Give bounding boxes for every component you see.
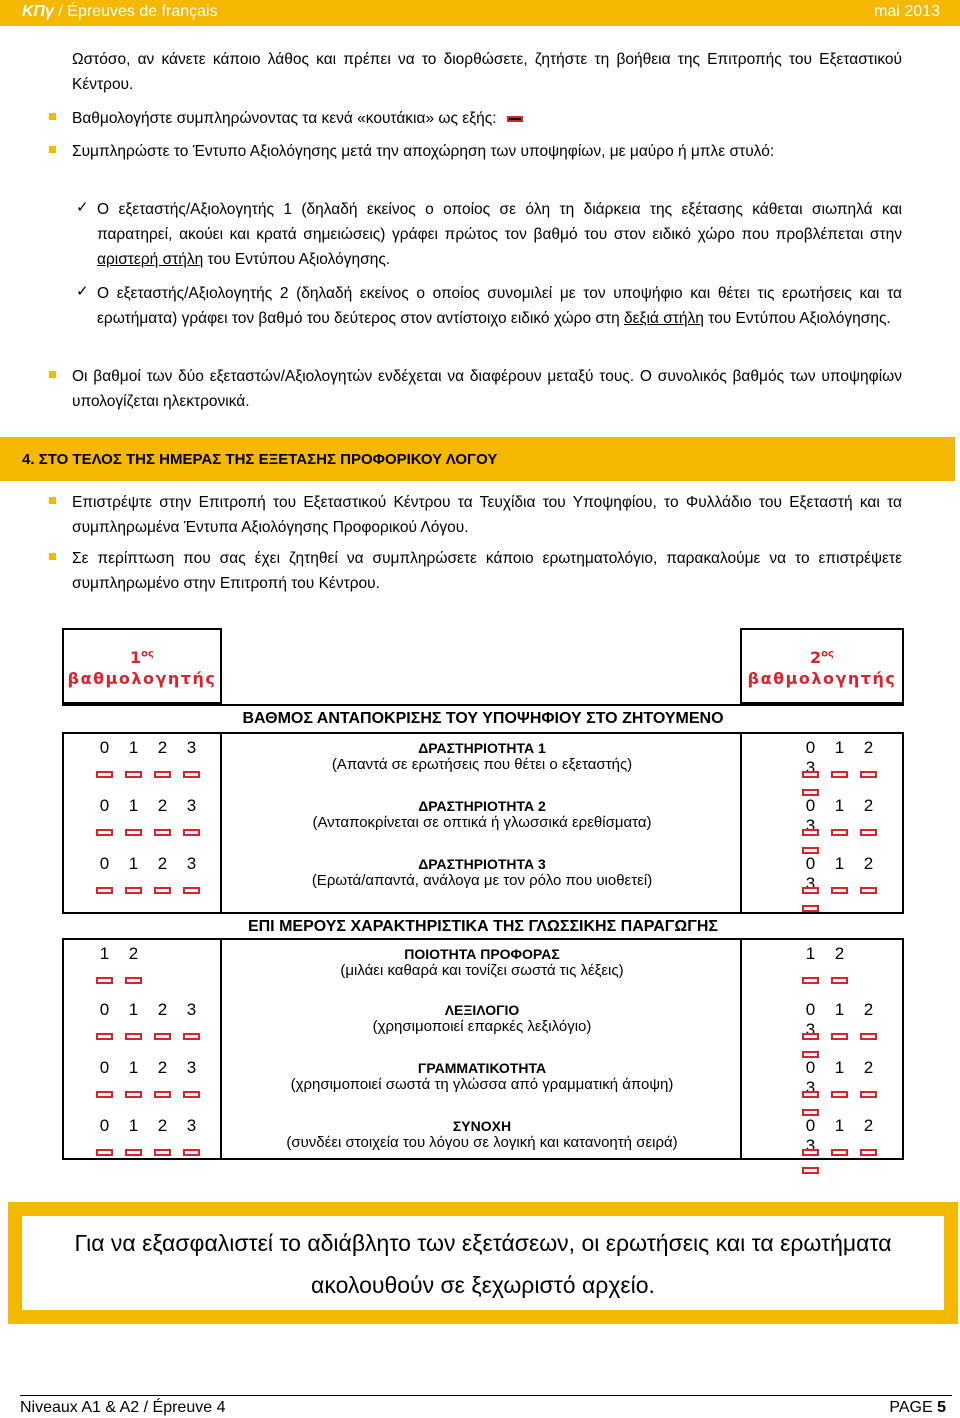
- criterion-title: ΔΡΑΣΤΗΡΙΟΤΗΤΑ 1: [418, 740, 546, 756]
- scale-value: 2: [157, 1116, 168, 1135]
- section-heading-bar: [0, 437, 955, 481]
- section-number: 4.: [22, 451, 39, 468]
- section-title-text: ΣΤΟ ΤΕΛΟΣ ΤΗΣ ΗΜΕΡΑΣ ΤΗΣ ΕΞΕΤΑΣΗΣ ΠΡΟΦΟΡΙΚΟΥ ΛΟΓΟΥ: [38, 451, 498, 468]
- bullet-marker: [49, 146, 56, 153]
- page-label: PAGE: [889, 1399, 938, 1416]
- scorer1-scale: [90, 796, 206, 816]
- criterion: [222, 856, 742, 889]
- scorer1-scale: [90, 1058, 206, 1078]
- criterion-title: ΔΡΑΣΤΗΡΙΟΤΗΤΑ 2: [418, 798, 546, 814]
- right-column-text: δεξιά στήλη: [624, 310, 704, 327]
- scale-value: 0: [99, 1116, 110, 1135]
- score-checkbox[interactable]: [154, 1033, 171, 1040]
- score-checkbox[interactable]: [802, 789, 819, 796]
- scale-value: 2: [863, 1058, 874, 1077]
- scale-value: 0: [805, 796, 816, 815]
- response-banner: ΒΑΘΜΟΣ ΑΝΤΑΠΟΚΡΙΣΗΣ ΤΟΥ ΥΠΟΨΗΦΙΟΥ ΣΤΟ ΖΗΤΟΥΜΕΝΟ: [62, 706, 904, 734]
- bullet-marker: [49, 113, 56, 120]
- score-checkbox[interactable]: [96, 771, 113, 778]
- scorer1-score-boxes: [90, 1143, 206, 1161]
- scale-value: 2: [863, 1000, 874, 1019]
- scale-value: 2: [863, 738, 874, 757]
- score-checkbox[interactable]: [802, 1033, 819, 1040]
- score-checkbox[interactable]: [802, 1109, 819, 1116]
- footer-level: Niveaux A1 & A2 / Épreuve 4: [20, 1399, 226, 1416]
- checkmark-icon: ✓: [76, 282, 89, 300]
- intro-paragraph: Ωστόσο, αν κάνετε κάποιο λάθος και πρέπει να το διορθώσετε, ζητήστε τη βοήθεια της Επιτροπής του Εξεταστικού Κέντρου.: [72, 51, 902, 93]
- left-column-text: αριστερή στήλη: [97, 251, 204, 268]
- notice-text: Για να εξασφαλιστεί το αδιάβλητο των εξετάσεων, οι ερωτήσεις και τα ερωτήματα ακολουθούν σε ξεχωριστό αρχείο.: [22, 1216, 944, 1310]
- scale-value: 1: [834, 1000, 845, 1019]
- score-checkbox[interactable]: [96, 977, 113, 984]
- scale-value: 0: [805, 738, 816, 757]
- score-checkbox[interactable]: [125, 887, 142, 894]
- criterion-title: ΔΡΑΣΤΗΡΙΟΤΗΤΑ 3: [418, 856, 546, 872]
- score-checkbox[interactable]: [860, 1033, 877, 1040]
- examiner2-instruction: [97, 281, 902, 331]
- scale-value: 2: [863, 854, 874, 873]
- header-title: [22, 3, 218, 21]
- scorer1-scale: [90, 944, 148, 964]
- examiner2-text-end: του Εντύπου Αξιολόγησης.: [703, 310, 891, 327]
- scale-value: 1: [834, 796, 845, 815]
- scale-value: 0: [99, 1058, 110, 1077]
- score-checkbox[interactable]: [831, 829, 848, 836]
- scorer1-score-boxes: [90, 765, 206, 783]
- scorer1-num: 1: [130, 648, 142, 667]
- notice-box: [8, 1202, 958, 1324]
- scorer2-score-boxes: [796, 1143, 904, 1179]
- examiner1-instruction: [97, 197, 902, 272]
- score-checkbox[interactable]: [125, 1149, 142, 1156]
- scale-value: 1: [128, 1000, 139, 1019]
- scorer1-label: βαθμολογητής: [67, 669, 217, 688]
- scorer2-number: [742, 648, 902, 667]
- score-checkbox[interactable]: [831, 1149, 848, 1156]
- criterion-description: (Ανταποκρίνεται σε οπτικά ή γλωσσικά ερεθίσματα): [312, 814, 652, 831]
- scale-value: 3: [805, 874, 816, 893]
- scale-value: 0: [805, 1000, 816, 1019]
- score-checkbox[interactable]: [802, 829, 819, 836]
- scale-value: 1: [128, 1116, 139, 1135]
- section-title: [22, 451, 497, 468]
- score-checkbox[interactable]: [154, 1149, 171, 1156]
- grades-note: Οι βαθμοί των δύο εξεταστών/Αξιολογητών ενδέχεται να διαφέρουν μεταξύ τους. Ο συνολικός βαθμός των υποψηφίων υπολογίζεται ηλεκτρονικά.: [72, 368, 902, 410]
- score-checkbox[interactable]: [154, 771, 171, 778]
- score-checkbox[interactable]: [125, 771, 142, 778]
- scale-value: 3: [186, 1000, 197, 1019]
- scale-value: 1: [805, 944, 816, 963]
- score-checkbox[interactable]: [96, 1149, 113, 1156]
- scale-value: 2: [157, 738, 168, 757]
- score-checkbox[interactable]: [154, 1091, 171, 1098]
- score-checkbox[interactable]: [802, 1149, 819, 1156]
- score-checkbox[interactable]: [831, 1091, 848, 1098]
- criterion-description: (Ερωτά/απαντά, ανάλογα με τον ρόλο που υιοθετεί): [311, 872, 653, 889]
- examiner1-text-end: του Εντύπου Αξιολόγησης.: [203, 251, 391, 268]
- score-checkbox[interactable]: [96, 829, 113, 836]
- scale-value: 1: [99, 944, 110, 963]
- scale-value: 3: [805, 758, 816, 777]
- score-checkbox[interactable]: [125, 977, 142, 984]
- scale-value: 0: [99, 1000, 110, 1019]
- scale-value: 2: [834, 944, 845, 963]
- features-banner: ΕΠΙ ΜΕΡΟΥΣ ΧΑΡΑΚΤΗΡΙΣΤΙΚΑ ΤΗΣ ΓΛΩΣΣΙΚΗΣ ΠΑΡΑΓΩΓΗΣ: [62, 912, 904, 940]
- scale-value: 3: [186, 738, 197, 757]
- score-checkbox[interactable]: [183, 887, 200, 894]
- score-checkbox[interactable]: [96, 887, 113, 894]
- header-brand: ΚΠγ: [22, 3, 54, 20]
- criterion-title: ΛΕΞΙΛΟΓΙΟ: [444, 1002, 520, 1018]
- scorer2-sup: ος: [821, 648, 834, 660]
- scale-value: 3: [186, 1116, 197, 1135]
- score-checkbox[interactable]: [802, 1167, 819, 1174]
- bullet-marker: [49, 553, 56, 560]
- criterion-description: (χρησιμοποιεί επαρκές λεξιλόγιο): [372, 1018, 592, 1035]
- scale-value: 3: [186, 854, 197, 873]
- score-checkbox[interactable]: [183, 1033, 200, 1040]
- score-checkbox[interactable]: [831, 887, 848, 894]
- bullet-marker: [49, 497, 56, 504]
- footer-page: [889, 1399, 946, 1417]
- questionnaire-note: Σε περίπτωση που σας έχει ζητηθεί να συμπληρώσετε κάποιο ερωτηματολόγιο, παρακαλούμε να το επιστρέψετε συμπληρωμένο στην Επιτροπή του Κέντρου.: [72, 550, 902, 592]
- scorer1-number: [64, 648, 220, 667]
- scale-value: 2: [863, 796, 874, 815]
- scale-value: 3: [186, 796, 197, 815]
- criterion-title: ΠΟΙΟΤΗΤΑ ΠΡΟΦΟΡΑΣ: [404, 946, 560, 962]
- scale-value: 1: [834, 738, 845, 757]
- score-checkbox[interactable]: [831, 1033, 848, 1040]
- score-checkbox[interactable]: [802, 1051, 819, 1058]
- scorer1-score-boxes: [90, 881, 206, 899]
- scale-value: 0: [805, 854, 816, 873]
- score-checkbox[interactable]: [154, 887, 171, 894]
- checkmark-icon: ✓: [76, 198, 89, 216]
- scale-value: 2: [157, 854, 168, 873]
- scorer1-sup: ος: [141, 648, 154, 660]
- score-checkbox[interactable]: [183, 771, 200, 778]
- score-checkbox[interactable]: [183, 829, 200, 836]
- criterion: [222, 740, 742, 773]
- scorer2-score-boxes: [796, 971, 854, 989]
- score-checkbox[interactable]: [860, 1091, 877, 1098]
- scale-value: 0: [99, 854, 110, 873]
- scale-value: 1: [128, 1058, 139, 1077]
- criterion-title: ΓΡΑΜΜΑΤΙΚΟΤΗΤΑ: [417, 1060, 547, 1076]
- score-checkbox[interactable]: [96, 1033, 113, 1040]
- scorer2-label: βαθμολογητής: [747, 669, 897, 688]
- criterion-description: (μιλάει καθαρά και τονίζει σωστά τις λέξεις): [340, 962, 624, 979]
- scorer1-score-boxes: [90, 1085, 206, 1103]
- scale-value: 3: [805, 1078, 816, 1097]
- score-checkbox[interactable]: [802, 847, 819, 854]
- criterion-description: (συνδέει στοιχεία του λόγου σε λογική και κατανοητή σειρά): [286, 1134, 678, 1151]
- filled-box-example-icon: [507, 116, 523, 122]
- page-header: [0, 0, 960, 26]
- scorer1-score-boxes: [90, 1027, 206, 1045]
- scorer1-box: [62, 628, 222, 704]
- scorer2-box: [740, 628, 904, 704]
- scale-value: 2: [157, 1000, 168, 1019]
- scorer1-scale: [90, 1000, 206, 1020]
- score-checkbox[interactable]: [831, 977, 848, 984]
- scale-value: 3: [805, 816, 816, 835]
- scale-value: 2: [157, 796, 168, 815]
- scorer2-scale: [796, 944, 854, 964]
- score-checkbox[interactable]: [860, 1149, 877, 1156]
- criterion-description: (Απαντά σε ερωτήσεις που θέτει ο εξεταστής): [331, 756, 633, 773]
- evaluation-form: [62, 628, 904, 1160]
- scale-value: 0: [805, 1116, 816, 1135]
- score-checkbox[interactable]: [125, 829, 142, 836]
- footer-divider: [20, 1395, 952, 1396]
- score-checkbox[interactable]: [154, 829, 171, 836]
- scorer1-scale: [90, 1116, 206, 1136]
- scale-value: 1: [834, 1058, 845, 1077]
- scorer2-score-boxes: [796, 881, 904, 917]
- instruction-fill-form: Συμπληρώστε το Έντυπο Αξιολόγησης μετά την αποχώρηση των υποψηφίων, με μαύρο ή μπλε στυλό:: [72, 143, 775, 160]
- criterion: [222, 946, 742, 979]
- score-checkbox[interactable]: [125, 1033, 142, 1040]
- criterion: [222, 1060, 742, 1093]
- score-checkbox[interactable]: [860, 771, 877, 778]
- examiner2-text: Ο εξεταστής/Αξιολογητής 2 (δηλαδή εκείνος ο οποίος συνομιλεί με τον υποψήφιο και θέτει τις ερωτήσεις και τα ερωτήματα) γράφει τον βαθμό του δεύτερος στον αντίστοιχο ειδικό χώρο στη: [97, 285, 902, 327]
- criterion: [222, 1002, 742, 1035]
- scale-value: 0: [99, 738, 110, 757]
- score-checkbox[interactable]: [802, 771, 819, 778]
- examiner1-text: Ο εξεταστής/Αξιολογητής 1 (δηλαδή εκείνος ο οποίος σε όλη τη διάρκεια της εξέτασης κάθεται σιωπηλά και παρατηρεί, ακούει και κρατά σημειώσεις) γράφει πρώτος τον βαθμό του στον ειδικό χώρο που προβλέπεται στην: [97, 201, 902, 243]
- criterion-description: (χρησιμοποιεί σωστά τη γλώσσα από γραμματική άποψη): [290, 1076, 674, 1093]
- criterion: [222, 798, 742, 831]
- criterion: [222, 1118, 742, 1151]
- bullet-marker: [49, 371, 56, 378]
- scale-value: 0: [99, 796, 110, 815]
- score-checkbox[interactable]: [802, 977, 819, 984]
- scale-value: 3: [186, 1058, 197, 1077]
- scale-value: 1: [128, 796, 139, 815]
- score-checkbox[interactable]: [802, 905, 819, 912]
- header-subtitle: / Épreuves de français: [53, 3, 218, 20]
- score-checkbox[interactable]: [183, 1149, 200, 1156]
- scale-value: 1: [834, 854, 845, 873]
- instruction-fill-boxes: [72, 106, 902, 131]
- score-checkbox[interactable]: [96, 1091, 113, 1098]
- page-number: 5: [937, 1399, 946, 1416]
- scale-value: 3: [805, 1020, 816, 1039]
- criterion-title: ΣΥΝΟΧΗ: [452, 1118, 512, 1134]
- score-checkbox[interactable]: [802, 1091, 819, 1098]
- scale-value: 1: [128, 738, 139, 757]
- instruction-text: Βαθμολογήστε συμπληρώνοντας τα κενά «κουτάκια» ως εξής:: [72, 110, 497, 127]
- scale-value: 0: [805, 1058, 816, 1077]
- scorer1-scale: [90, 854, 206, 874]
- score-checkbox[interactable]: [831, 771, 848, 778]
- scorer1-scale: [90, 738, 206, 758]
- score-checkbox[interactable]: [860, 829, 877, 836]
- scale-value: 1: [128, 854, 139, 873]
- score-checkbox[interactable]: [183, 1091, 200, 1098]
- scale-value: 1: [834, 1116, 845, 1135]
- scale-value: 2: [128, 944, 139, 963]
- score-checkbox[interactable]: [125, 1091, 142, 1098]
- scorer2-num: 2: [810, 648, 822, 667]
- scale-value: 2: [157, 1058, 168, 1077]
- score-checkbox[interactable]: [802, 887, 819, 894]
- scale-value: 2: [863, 1116, 874, 1135]
- score-checkbox[interactable]: [860, 887, 877, 894]
- scorer1-score-boxes: [90, 823, 206, 841]
- return-materials-note: Επιστρέψτε στην Επιτροπή του Εξεταστικού Κέντρου τα Τευχίδια του Υποψηφίου, το Φυλλάδιο του Εξεταστή και τα συμπληρωμένα Έντυπα Αξιολόγησης Προφορικού Λόγου.: [72, 494, 902, 536]
- scorer1-score-boxes: [90, 971, 148, 989]
- scale-value: 3: [805, 1136, 816, 1155]
- header-date: mai 2013: [874, 3, 940, 20]
